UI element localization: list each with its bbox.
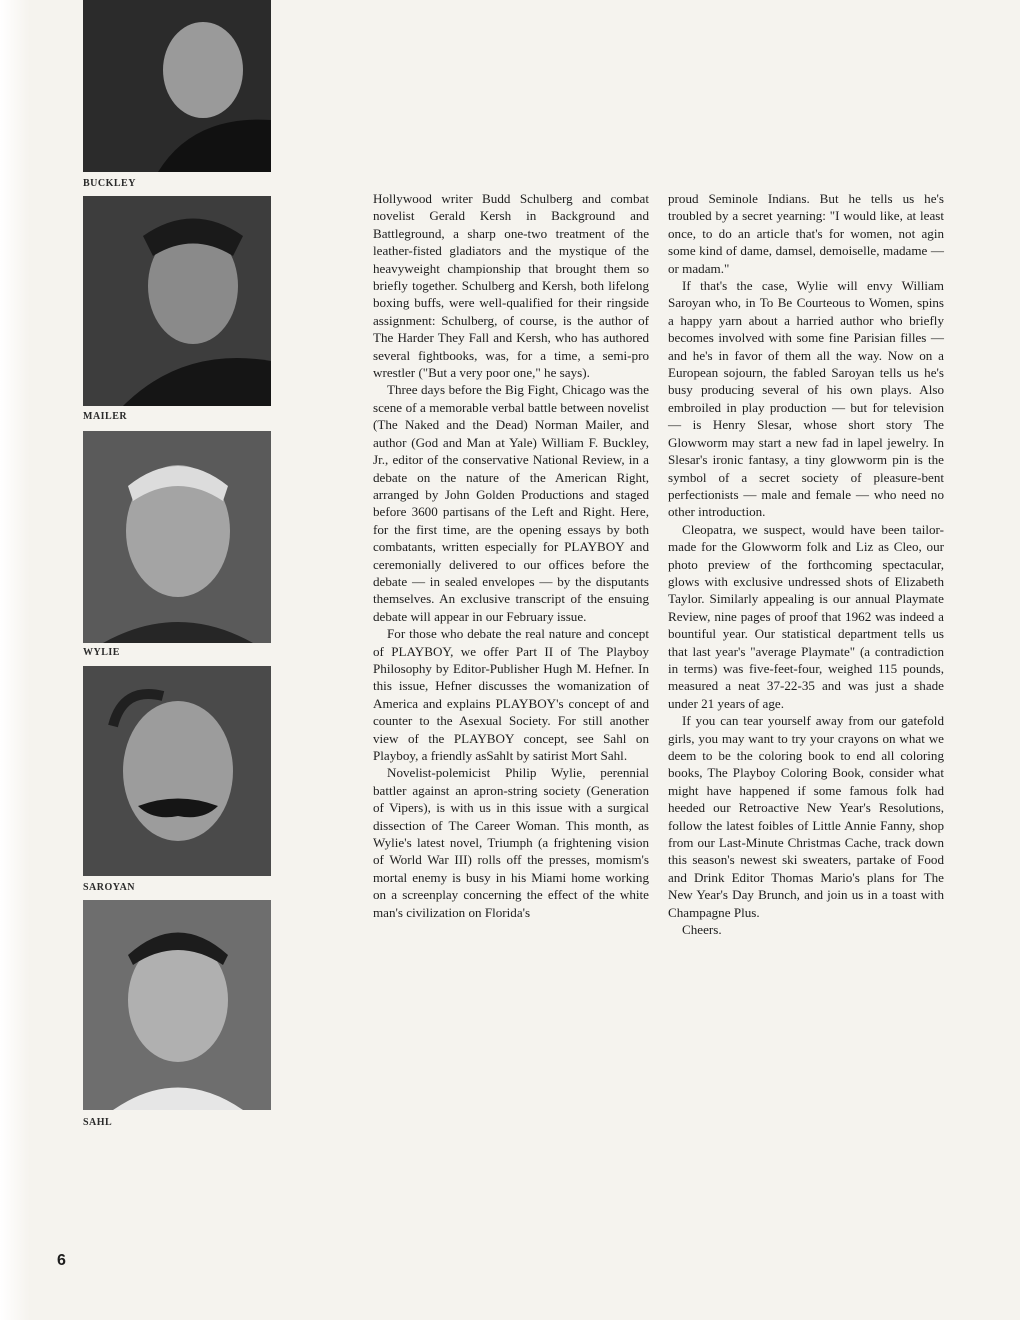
page-number: 6: [57, 1252, 66, 1269]
wylie-caption: WYLIE: [83, 647, 120, 658]
buckley-photo: [83, 0, 271, 172]
saroyan-photo: [83, 666, 271, 876]
paragraph: proud Seminole Indians. But he tells us he's troubled by a secret yearning: "I would like, at least once, to do an article that's for women, not agin some kind of dame, damsel, demoiselle, madame — or madam.": [668, 191, 944, 276]
paragraph: Novelist-polemicist Philip Wylie, perennial battler against an apron-string society (Generation of Vipers), is with us in this issue with a surgical dissection of The Career Woman. This month, as Wylie's latest novel, Triumph (a frightening vision of World War III) rolls off the presses, momism's mortal enemy is busy in his Miami home working on a screenplay concerning the effect of the white man's civilization on Florida's: [373, 765, 649, 920]
buckley-caption: BUCKLEY: [83, 178, 136, 189]
paragraph: Cheers.: [682, 922, 722, 938]
mailer-photo: [83, 196, 271, 406]
paragraph: Cleopatra, we suspect, would have been tailor-made for the Glowworm folk and Liz as Cleo, our photo preview of the forthcoming spectacular, glows with exclusive undressed shots of Elizabeth Taylor. Similarly appealing is our annual Playmate Review, nine pages of proof that 1962 was indeed a bountiful year. Our statistical department tells us that last year's "average Playmate" (a contradiction in terms) was five-feet-four, weighed 115 pounds, measured a neat 37-22-35 and was just a shade under 21 years of age.: [668, 521, 944, 711]
paragraph: If you can tear yourself away from our gatefold girls, you may want to try your crayons on what we deem to be the coloring book to end all coloring books, The Playboy Coloring Book, consider what might have happened if some famous folk had heeded our Retroactive New Year's Resolutions, follow the latest foibles of Little Annie Fanny, shop from our Last-Minute Christmas Cache, track down this season's newest ski sweaters, partake of Food and Drink Editor Thomas Mario's plans for The New Year's Day Brunch, and join us in a toast with Champagne Plus.: [668, 713, 944, 920]
page-edge: [0, 0, 30, 1320]
sahl-photo: [83, 900, 271, 1110]
paragraph: Hollywood writer Budd Schulberg and combat novelist Gerald Kersh in Background and Battleground, a sharp one-two treatment of the leather-fisted gladiators and the mystique of the heavyweight championship that brought them so briefly together. Schulberg and Kersh, both lifelong boxing buffs, were well-qualified for their ringside assignment: Schulberg, of course, is the author of The Harder They Fall and Kersh, who has authored several fightbooks, was, for a time, a semi-pro wrestler ("But a very poor one," he says).: [373, 191, 649, 381]
paragraph: For those who debate the real nature and concept of PLAYBOY, we offer Part II of The Playboy Philosophy by Editor-Publisher Hugh M. Hefner. In this issue, Hefner discusses the womanization of America and explains PLAYBOY's concept of and counter to the Asexual Society. For still another view of the PLAYBOY concept, see Sahl on Playboy, a friendly asSahlt by satirist Mort Sahl.: [373, 626, 649, 763]
paragraph: Three days before the Big Fight, Chicago was the scene of a memorable verbal battle between novelist (The Naked and the Dead) Norman Mailer, and author (God and Man at Yale) William F. Buckley, Jr., editor of the conservative National Review, in a debate on the nature of the American Right, arranged by John Golden Productions and staged before 3600 partisans of the Left and Right. Here, for the first time, are the opening essays by both combatants, written especially for PLAYBOY and ceremonially delivered to our offices before the debate — in sealed envelopes — by the disputants themselves. An exclusive transcript of the ensuing debate will appear in our February issue.: [373, 382, 649, 624]
text-column-left: [373, 190, 649, 921]
sahl-caption: SAHL: [83, 1117, 113, 1128]
paragraph: If that's the case, Wylie will envy William Saroyan who, in To Be Courteous to Women, spins a happy yarn about a harried author who briefly becomes involved with some fine Parisian filles — and he's in favor of them all the way. Now on a European sojourn, the fabled Saroyan tells us he's busy producing several of his own plays. Also embroiled in play production — but for television — is Henry Slesar, whose short story The Glowworm may start a new fad in lapel jewelry. In Slesar's ironic fantasy, a tiny glowworm pin is the symbol of a secret society of pleasure-bent perfectionists — male and female — who need no other introduction.: [668, 278, 944, 520]
wylie-photo: [83, 431, 271, 643]
text-column-right: [668, 190, 944, 938]
saroyan-caption: SAROYAN: [83, 882, 136, 893]
mailer-caption: MAILER: [83, 411, 128, 422]
